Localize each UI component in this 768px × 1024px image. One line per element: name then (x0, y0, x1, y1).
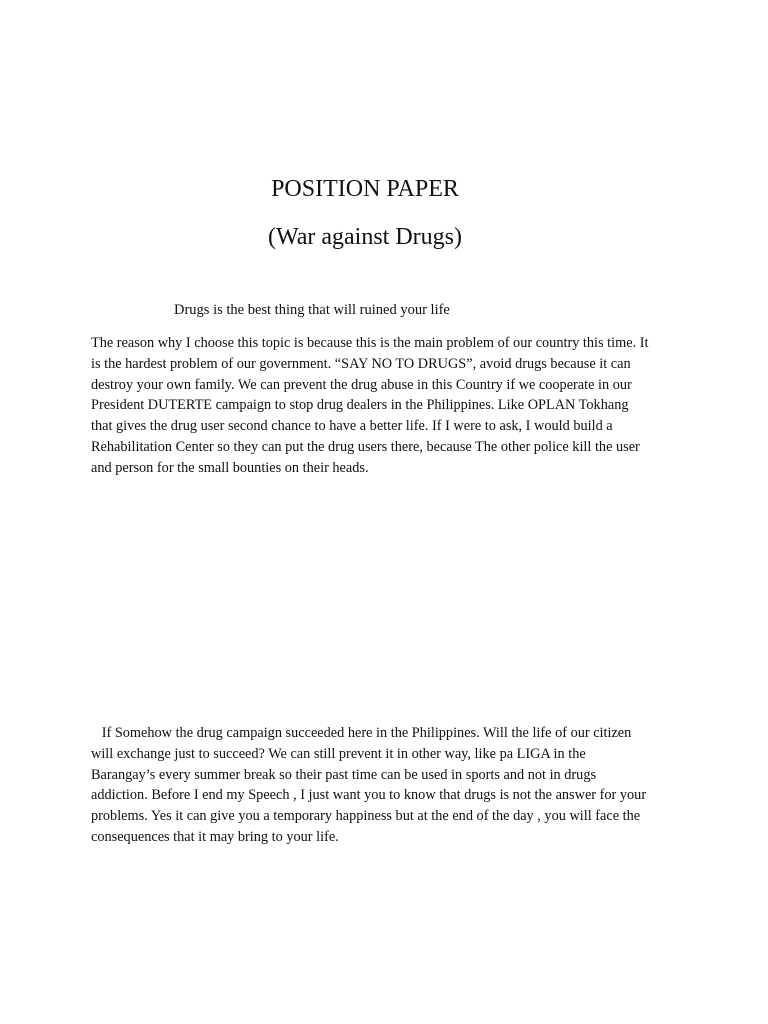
document-title: POSITION PAPER (271, 176, 459, 202)
paragraph-line: and person for the small bounties on their heads. (91, 459, 369, 476)
paragraph-line: will exchange just to succeed? We can still prevent it in other way, like pa LIGA in the (91, 745, 586, 762)
paragraph-line: addiction. Before I end my Speech , I just want you to know that drugs is not the answer for your (91, 787, 647, 804)
paragraph-line: President DUTERTE campaign to stop drug dealers in the Philippines. Like OPLAN Tokhang (91, 397, 629, 414)
paragraph-line: problems. Yes it can give you a temporary happiness but at the end of the day , you will face the (91, 808, 641, 825)
paragraph-line: If Somehow the drug campaign succeeded here in the Philippines. Will the life of our citizen (91, 725, 632, 741)
paragraph-line: destroy your own family. We can prevent the drug abuse in this Country if we cooperate in our (91, 376, 632, 393)
paragraph-line: that gives the drug user second chance to have a better life. If I were to ask, I would build a (91, 418, 613, 435)
paragraph-line: Rehabilitation Center so they can put the drug users there, because The other police kill the user (91, 438, 640, 455)
paragraph-line: is the hardest problem of our government. “SAY NO TO DRUGS”, avoid drugs because it can (91, 355, 631, 372)
paragraph-line: The reason why I choose this topic is because this is the main problem of our country this time. It (91, 335, 649, 351)
document-subtitle: (War against Drugs) (267, 224, 462, 250)
paragraph-1 (91, 333, 691, 479)
document-tagline: Drugs is the best thing that will ruined your life (174, 302, 450, 318)
paragraph-line: consequences that it may bring to your life. (91, 828, 339, 845)
paragraph-line: Barangay’s every summer break so their past time can be used in sports and not in drugs (91, 766, 597, 783)
paragraph-2 (91, 723, 691, 848)
